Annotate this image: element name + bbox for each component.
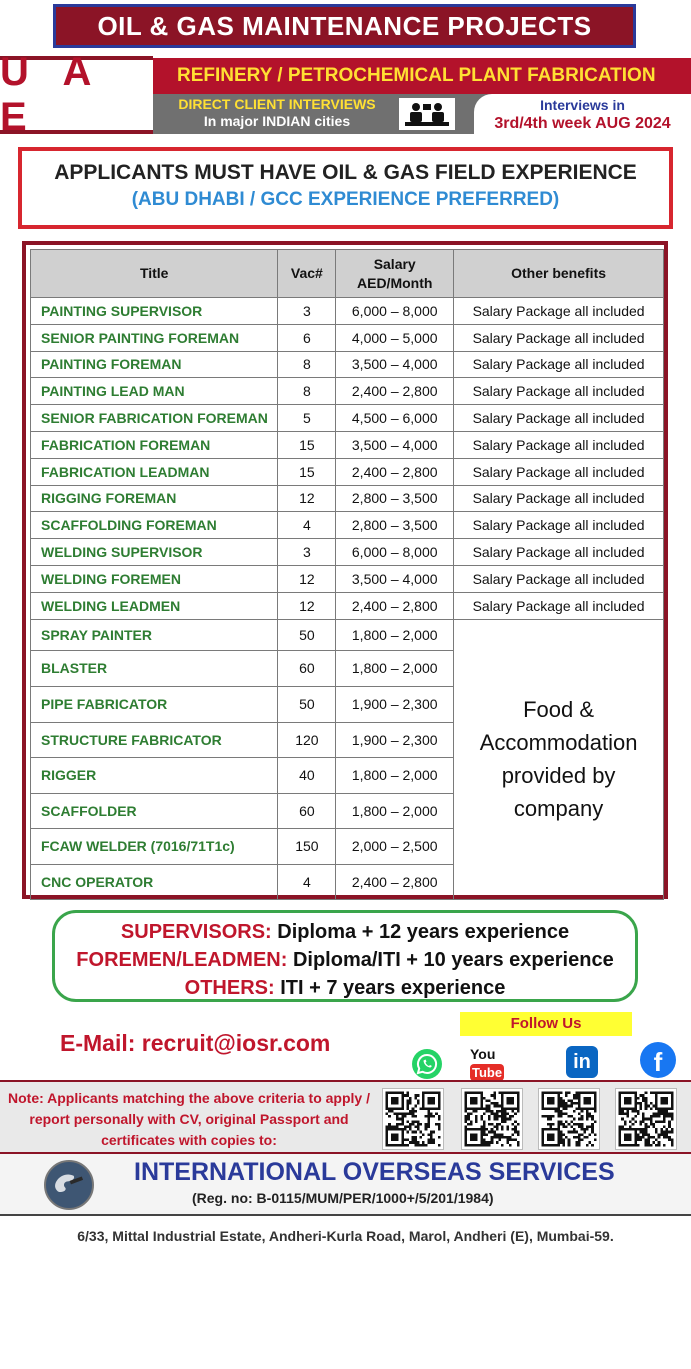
qr-code-icon[interactable] (615, 1088, 677, 1150)
job-title: STRUCTURE FABRICATOR (31, 722, 278, 757)
qualification-supervisors (55, 918, 635, 946)
benefit-text: Salary Package all included (454, 592, 664, 619)
job-title: BLASTER (31, 650, 278, 686)
header-salary (336, 250, 454, 298)
follow-us-label: Follow Us (460, 1012, 632, 1036)
benefit-text: Salary Package all included (454, 378, 664, 405)
job-title: WELDING SUPERVISOR (31, 539, 278, 566)
job-title: FCAW WELDER (7016/71T1c) (31, 828, 278, 864)
header-benefits: Other benefits (454, 250, 664, 298)
job-title: FABRICATION LEADMAN (31, 458, 278, 485)
qr-code-icon[interactable] (538, 1088, 600, 1150)
qualification-label: SUPERVISORS: (120, 921, 272, 943)
direct-line2: In major INDIAN cities (203, 113, 351, 129)
vacancy-count: 6 (278, 324, 336, 351)
benefit-text: Salary Package all included (454, 351, 664, 378)
job-title: PAINTING FOREMAN (31, 351, 278, 378)
vacancy-count: 15 (278, 458, 336, 485)
footer-band (0, 1154, 691, 1216)
salary-range: 2,400 – 2,800 (336, 592, 454, 619)
vacancy-count: 15 (278, 431, 336, 458)
vacancy-count: 150 (278, 828, 336, 864)
job-title: SPRAY PAINTER (31, 619, 278, 650)
youtube-icon[interactable] (470, 1046, 516, 1080)
job-title: SENIOR FABRICATION FOREMAN (31, 405, 278, 432)
organization-name: INTERNATIONAL OVERSEAS SERVICES (134, 1158, 615, 1186)
benefit-text: Salary Package all included (454, 485, 664, 512)
country-box (0, 50, 153, 139)
salary-range: 2,400 – 2,800 (336, 864, 454, 899)
office-address: 6/33, Mittal Industrial Estate, Andheri-Kurla Road, Marol, Andheri (E), Mumbai-59. (77, 1228, 614, 1244)
salary-range: 2,800 – 3,500 (336, 485, 454, 512)
page-title: OIL & GAS MAINTENANCE PROJECTS (97, 10, 592, 41)
benefit-text: Salary Package all included (454, 458, 664, 485)
table-row (31, 619, 664, 650)
qualification-others (55, 974, 635, 1002)
direct-line1: DIRECT CLIENT INTERVIEWS (178, 96, 376, 112)
interview-date-box (474, 94, 691, 136)
email-link[interactable]: E-Mail: recruit@iosr.com (60, 1030, 331, 1056)
globe-logo-icon (44, 1160, 94, 1210)
table-row (31, 405, 664, 432)
youtube-you: You (470, 1046, 496, 1062)
table-row (31, 512, 664, 539)
header-salary-line1: Salary (373, 255, 416, 272)
job-title: WELDING LEADMEN (31, 592, 278, 619)
interviews-date: 3rd/4th week AUG 2024 (494, 115, 671, 132)
job-title: SENIOR PAINTING FOREMAN (31, 324, 278, 351)
facebook-icon[interactable]: f (640, 1042, 676, 1078)
job-title: PIPE FABRICATOR (31, 686, 278, 722)
vacancy-count: 40 (278, 757, 336, 793)
requirement-box (18, 147, 673, 229)
interview-icon (399, 98, 455, 130)
vacancy-count: 60 (278, 793, 336, 828)
salary-range: 3,500 – 4,000 (336, 351, 454, 378)
benefit-text: Salary Package all included (454, 298, 664, 325)
job-title: RIGGER (31, 757, 278, 793)
salary-range: 1,900 – 2,300 (336, 686, 454, 722)
salary-range: 3,500 – 4,000 (336, 565, 454, 592)
vacancy-count: 8 (278, 351, 336, 378)
table-row (31, 592, 664, 619)
vacancy-count: 3 (278, 298, 336, 325)
job-title: SCAFFOLDER (31, 793, 278, 828)
youtube-tube: Tube (472, 1065, 503, 1080)
header-salary-line2: AED/Month (357, 274, 433, 291)
qualifications-box (52, 910, 638, 1002)
subtitle-bar (153, 58, 691, 94)
benefit-text: Salary Package all included (454, 324, 664, 351)
table-row (31, 378, 664, 405)
subtitle: REFINERY / PETROCHEMICAL PLANT FABRICATION (177, 65, 656, 86)
job-title: WELDING FOREMEN (31, 565, 278, 592)
note-band (0, 1080, 691, 1154)
applicant-note: Note: Applicants matching the above criteria to apply / report personally with CV, original Passport and certificates with copies to: (8, 1090, 370, 1148)
vacancy-count: 5 (278, 405, 336, 432)
salary-range: 2,000 – 2,500 (336, 828, 454, 864)
vacancy-count: 60 (278, 650, 336, 686)
qr-code-icon[interactable] (461, 1088, 523, 1150)
salary-range: 6,000 – 8,000 (336, 539, 454, 566)
requirement-line1: APPLICANTS MUST HAVE OIL & GAS FIELD EXPERIENCE (54, 161, 637, 184)
interviews-label: Interviews in (540, 97, 625, 113)
qualification-foremen (55, 946, 635, 974)
salary-range: 6,000 – 8,000 (336, 298, 454, 325)
job-title: FABRICATION FOREMAN (31, 431, 278, 458)
table-header-row (31, 250, 664, 298)
whatsapp-icon[interactable] (412, 1049, 442, 1079)
salary-range: 1,800 – 2,000 (336, 757, 454, 793)
food-accommodation-benefit: Food & Accommodation provided by company (454, 619, 664, 899)
salary-range: 4,500 – 6,000 (336, 405, 454, 432)
qualification-label: FOREMEN/LEADMEN: (76, 949, 288, 971)
qualification-label: OTHERS: (184, 977, 275, 999)
top-banner-inner (56, 7, 633, 45)
table-row (31, 324, 664, 351)
vacancy-count: 3 (278, 539, 336, 566)
qr-code-icon[interactable] (382, 1088, 444, 1150)
benefit-text: Salary Package all included (454, 565, 664, 592)
vacancy-count: 120 (278, 722, 336, 757)
table-row (31, 565, 664, 592)
vacancy-count: 8 (278, 378, 336, 405)
salary-range: 3,500 – 4,000 (336, 431, 454, 458)
registration-number: (Reg. no: B-0115/MUM/PER/1000+/5/201/1984) (192, 1190, 494, 1206)
job-title: RIGGING FOREMAN (31, 485, 278, 512)
benefit-text: Salary Package all included (454, 431, 664, 458)
job-title: PAINTING LEAD MAN (31, 378, 278, 405)
benefit-text: Salary Package all included (454, 512, 664, 539)
benefit-text: Salary Package all included (454, 405, 664, 432)
vacancy-count: 12 (278, 592, 336, 619)
linkedin-icon[interactable]: in (566, 1046, 598, 1078)
benefit-text: Salary Package all included (454, 539, 664, 566)
country-label: U A E (0, 50, 102, 139)
job-title: SCAFFOLDING FOREMAN (31, 512, 278, 539)
qualification-text: ITI + 7 years experience (280, 977, 506, 999)
job-title: PAINTING SUPERVISOR (31, 298, 278, 325)
vacancy-count: 4 (278, 512, 336, 539)
vacancy-count: 12 (278, 485, 336, 512)
table-row (31, 458, 664, 485)
salary-range: 1,800 – 2,000 (336, 793, 454, 828)
vacancy-count: 12 (278, 565, 336, 592)
job-title: CNC OPERATOR (31, 864, 278, 899)
salary-range: 1,800 – 2,000 (336, 650, 454, 686)
table-row (31, 431, 664, 458)
vacancy-count: 50 (278, 619, 336, 650)
requirement-line2: (ABU DHABI / GCC EXPERIENCE PREFERRED) (131, 189, 560, 210)
qualification-text: Diploma + 12 years experience (277, 921, 570, 943)
salary-range: 2,400 – 2,800 (336, 378, 454, 405)
salary-range: 1,800 – 2,000 (336, 619, 454, 650)
direct-interview-text (167, 96, 387, 130)
vacancy-count: 4 (278, 864, 336, 899)
table-row (31, 539, 664, 566)
salary-range: 1,900 – 2,300 (336, 722, 454, 757)
table-row (31, 485, 664, 512)
vacancy-count: 50 (278, 686, 336, 722)
header-title: Title (31, 250, 278, 298)
salary-range: 4,000 – 5,000 (336, 324, 454, 351)
table-row (31, 298, 664, 325)
uae-strip (0, 50, 691, 139)
table-row (31, 351, 664, 378)
header-vac: Vac# (278, 250, 336, 298)
salary-range: 2,400 – 2,800 (336, 458, 454, 485)
top-banner (53, 4, 636, 48)
vacancy-table-frame (22, 241, 668, 899)
qualification-text: Diploma/ITI + 10 years experience (292, 949, 614, 971)
vacancy-table (30, 249, 664, 900)
salary-range: 2,800 – 3,500 (336, 512, 454, 539)
